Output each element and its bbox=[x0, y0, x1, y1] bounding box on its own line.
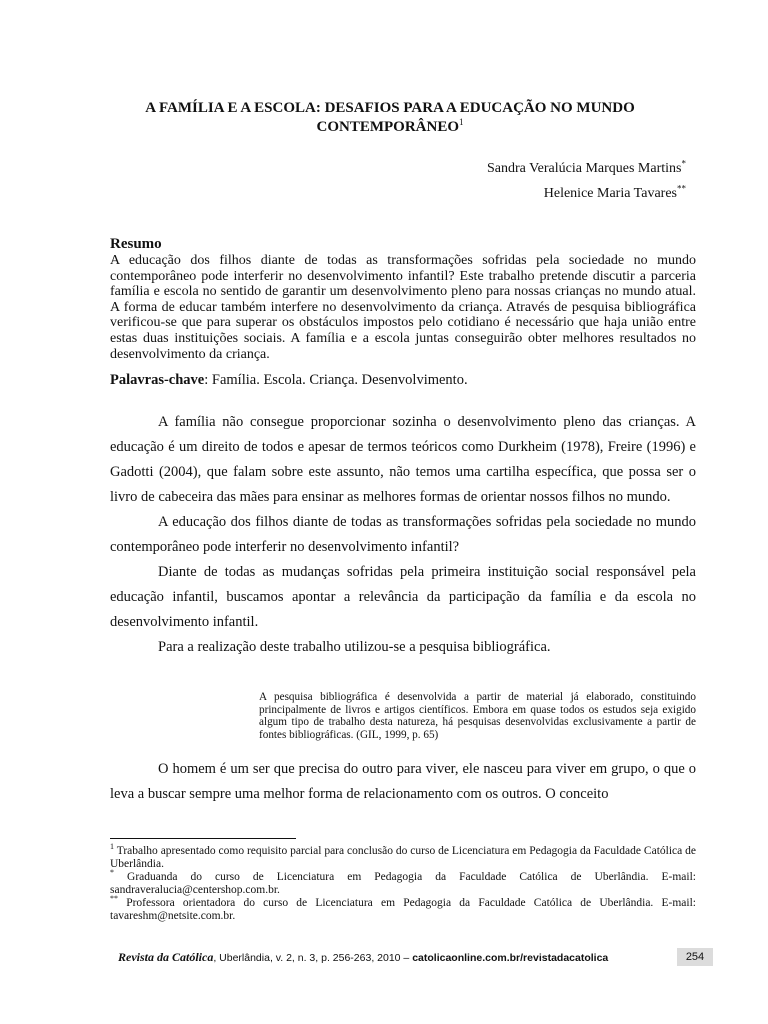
page-number: 254 bbox=[677, 948, 713, 966]
body-text-continued bbox=[110, 757, 696, 807]
paragraph-2: A educação dos filhos diante de todas as transformações sofridas pela sociedade no mundo contemporâneo pode interferir no desenvolvimento infantil? bbox=[110, 514, 696, 555]
author-2 bbox=[543, 183, 686, 202]
author-2-mark: ** bbox=[677, 183, 686, 194]
title-footnote-mark: 1 bbox=[459, 117, 464, 127]
paper-title bbox=[110, 99, 670, 137]
body-text bbox=[110, 410, 696, 660]
author-2-name: Helenice Maria Tavares bbox=[543, 186, 677, 201]
footnote-1-text: Trabalho apresentado como requisito parcial para conclusão do curso de Licenciatura em Pedagogia da Faculdade Católica de Uberlândia. bbox=[110, 845, 696, 870]
abstract-text: A educação dos filhos diante de todas as transformações sofridas pela sociedade no mundo contemporâneo pode interferir no desenvolvimento infantil? Este trabalho pretende discutir a parceria família e escola no sentido de garantir um desenvolvimento pleno para nossas crianças no mundo atual. A forma de educar também interfere no desenvolvimento da criança. Através de pesquisa bibliográfica verificou-se que para superar os obstáculos impostos pelo cotidiano é necessário que haja união entre estas duas instituições sociais. A família e a escola juntas conseguirão obter melhores resultados no desenvolvimento da criança. bbox=[110, 253, 696, 362]
footnotes bbox=[110, 842, 696, 923]
footnote-3-text: Professora orientadora do curso de Licenciatura em Pedagogia da Faculdade Católica de Uberlândia. E-mail: tavareshm@netsite.com.br. bbox=[110, 897, 696, 922]
keywords-list: : Família. Escola. Criança. Desenvolvimento. bbox=[204, 372, 468, 388]
footnote-2 bbox=[110, 868, 696, 897]
abstract-heading: Resumo bbox=[110, 236, 162, 252]
block-quote: A pesquisa bibliográfica é desenvolvida a partir de material já elaborado, constituindo principalmente de livros e artigos científicos. Embora em quase todos os estudos seja exigido algum tipo de trabalho desta natureza, há pesquisas desenvolvidas exclusivamente a partir de fontes bibliográficas. (GIL, 1999, p. 65) bbox=[259, 691, 696, 741]
footnote-2-text: Graduanda do curso de Licenciatura em Pedagogia da Faculdade Católica de Uberlândia. E-mail: sandraveralucia@centershop.com.br. bbox=[110, 871, 696, 896]
footnote-3-mark: ** bbox=[110, 894, 118, 904]
author-1-mark: * bbox=[681, 158, 686, 169]
author-1 bbox=[486, 158, 686, 177]
title-line-1: A FAMÍLIA E A ESCOLA: DESAFIOS PARA A EDUCAÇÃO NO MUNDO bbox=[145, 100, 635, 116]
page-footer bbox=[118, 950, 608, 965]
paragraph-4: Para a realização deste trabalho utilizou-se a pesquisa bibliográfica. bbox=[158, 639, 551, 655]
keywords-label: Palavras-chave bbox=[110, 372, 205, 388]
footnote-divider bbox=[110, 838, 296, 839]
journal-details: , Uberlândia, v. 2, n. 3, p. 256-263, 2010 – bbox=[213, 952, 413, 964]
footnote-3 bbox=[110, 894, 696, 923]
journal-site-link[interactable]: catolicaonline.com.br/revistadacatolica bbox=[412, 952, 609, 964]
keywords bbox=[110, 372, 468, 389]
footnote-1-mark: 1 bbox=[110, 842, 114, 852]
title-line-2: CONTEMPORÂNEO bbox=[316, 119, 459, 135]
journal-name: Revista da Católica bbox=[118, 950, 214, 964]
footnote-1 bbox=[110, 842, 696, 871]
paragraph-1: A família não consegue proporcionar sozinha o desenvolvimento pleno das crianças. A educação é um direito de todos e apesar de termos teóricos como Durkheim (1978), Freire (1996) e Gadotti (2004), que falam sobre este assunto, não temos uma cartilha específica, que possa ser o livro de cabeceira das mães para ensinar as melhores formas de orientar nossos filhos no mundo. bbox=[110, 414, 696, 505]
paragraph-3: Diante de todas as mudanças sofridas pela primeira instituição social responsável pela educação infantil, buscamos apontar a relevância da participação da família e da escola no desenvolvimento infantil. bbox=[110, 564, 696, 630]
paragraph-5: O homem é um ser que precisa do outro para viver, ele nasceu para viver em grupo, o que o leva a buscar sempre uma melhor forma de relacionamento com os outros. O conceito bbox=[110, 761, 696, 802]
footnote-2-mark: * bbox=[110, 868, 114, 878]
author-1-name: Sandra Veralúcia Marques Martins bbox=[486, 161, 682, 176]
